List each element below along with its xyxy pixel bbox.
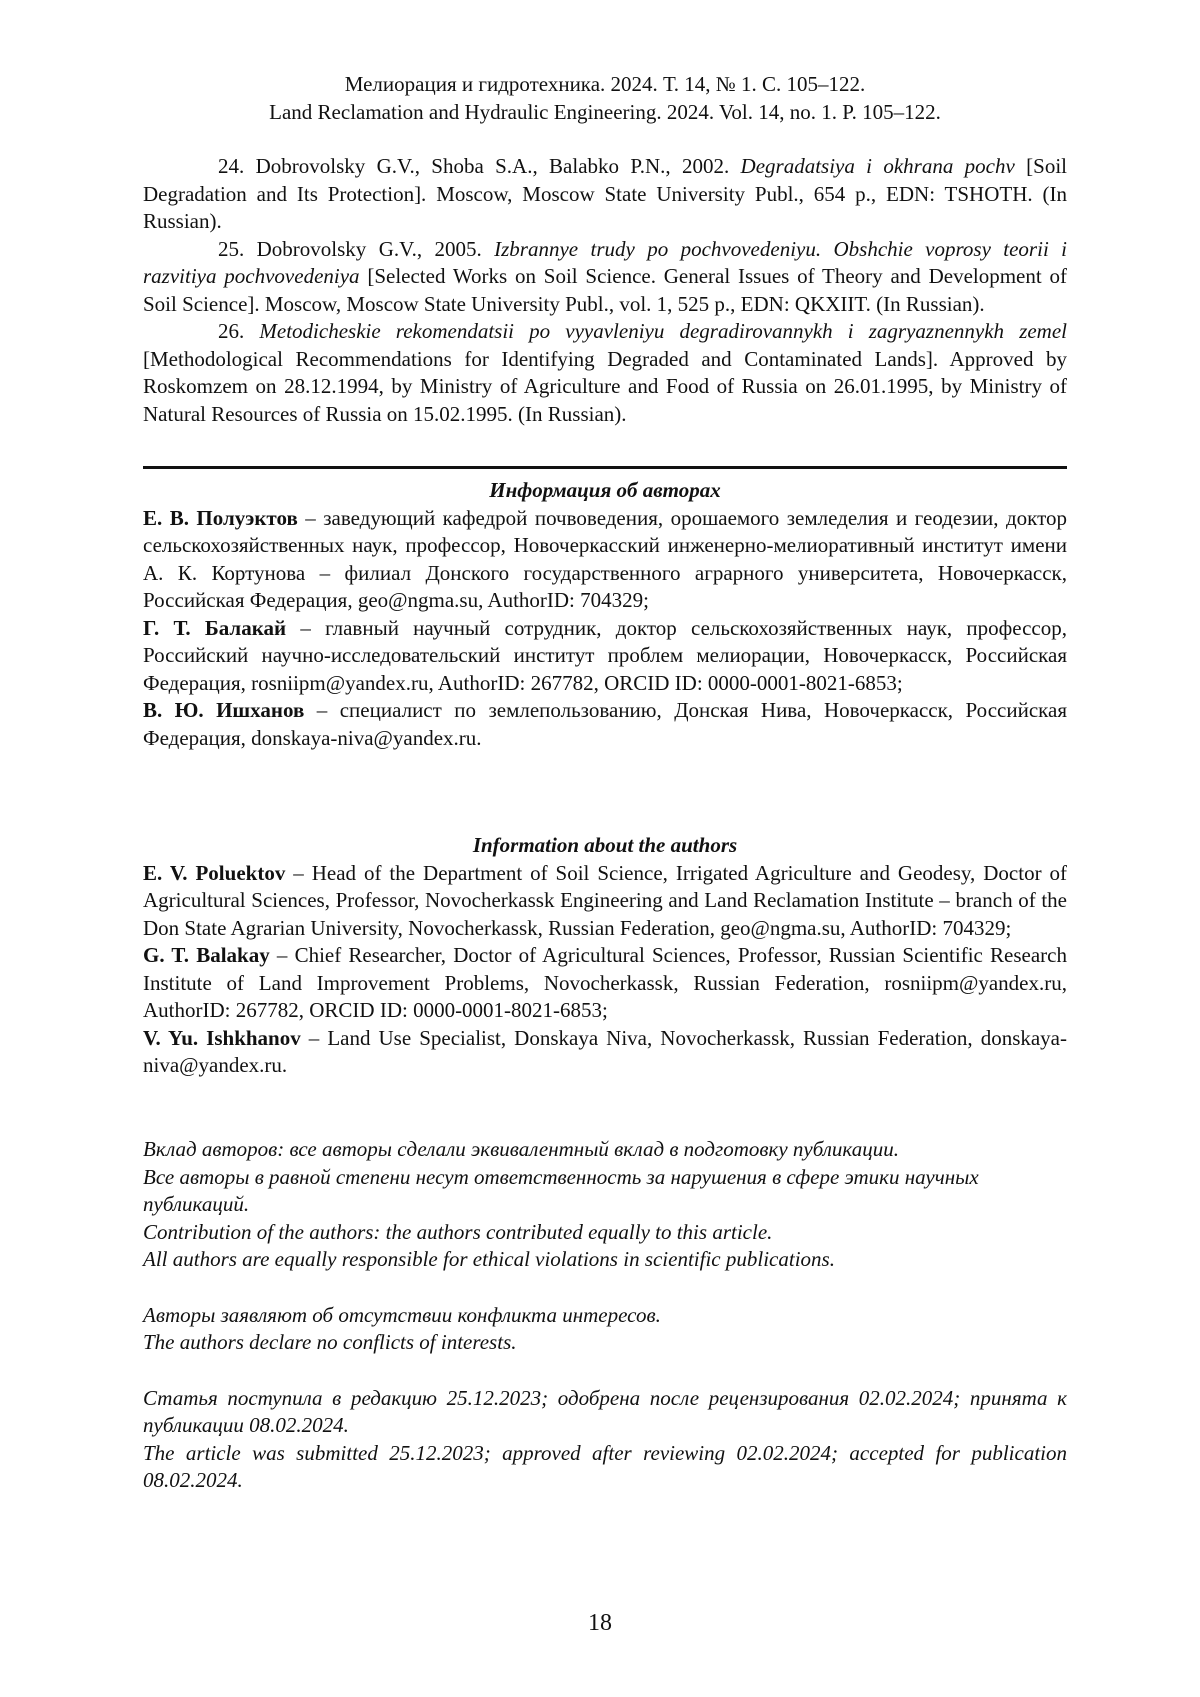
page-number: 18 (588, 1610, 612, 1636)
author-entry (143, 1025, 1067, 1080)
contribution-ru-line-2: Все авторы в равной степени несут ответственность за нарушения в сфере этики научных публикаций. (143, 1164, 979, 1216)
publication-notes (143, 1136, 1067, 1495)
author-name: V. Yu. Ishkhanov (143, 1025, 301, 1050)
spacer (143, 1357, 1067, 1385)
author-details: – главный научный сотрудник, доктор сельскохозяйственных наук, профессор, Российский научно-исследовательский институт проблем мелиорации, Новочеркасск, Российская Федерация, rosniipm@yandex.ru, AuthorID: 267782, ORCID ID: 0000-0001-8021-6853; (143, 615, 1067, 695)
author-info-en-title: Information about the authors (472, 833, 738, 857)
reference-title: Izbrannye trudy po pochvovedeniyu. Obshchie voprosy teorii i razvitiya pochvovedeniya (143, 236, 1068, 288)
reference-authors (244, 319, 259, 343)
reference-list (143, 153, 1067, 428)
author-entry (143, 505, 1067, 615)
dates-ru: Статья поступила в редакцию 25.12.2023; одобрена после рецензирования 02.02.2024; принята к публикации 08.02.2024. (143, 1385, 1067, 1437)
conflict-ru: Авторы заявляют об отсутствии конфликта интересов. (143, 1302, 661, 1327)
reference-number: 24. (218, 154, 245, 178)
reference-number: 25. (218, 236, 245, 261)
reference-title: Metodicheskie rekomendatsii po vyyavleniyu degradirovannykh i zagryaznennykh zemel (259, 319, 1068, 343)
header-line-en: Land Reclamation and Hydraulic Engineering. 2024. Vol. 14, no. 1. P. 105–122. (269, 100, 941, 124)
author-name: В. Ю. Ишханов (143, 698, 305, 722)
reference-details: [Methodological Recommendations for Identifying Degraded and Contaminated Lands]. Approved by Roskomzem on 28.12.1994, by Ministry of Agriculture and Food of Russia on 26.01.1995, by Ministry of Natural Resources of Russia on 15.02.1995. (In Russian). (143, 346, 1067, 426)
dates-en: The article was submitted 25.12.2023; approved after reviewing 02.02.2024; accepted for publication 08.02.2024. (143, 1440, 1067, 1492)
reference-details: [Soil Degradation and Its Protection]. Moscow, Moscow State University Publ., 654 p., EDN: TSHOTH. (In Russian). (143, 154, 1068, 233)
author-details: – заведующий кафедрой почвоведения, орошаемого земледелия и геодезии, доктор сельскохозяйственных наук, профессор, Новочеркасский инженерно-мелиоративный институт имени А. К. Кортунова – филиал Донского государственного аграрного университета, Новочеркасск, Российская Федерация, geo@ngma.su, AuthorID: 704329; (143, 505, 1067, 612)
running-header (140, 70, 1070, 126)
author-entry (143, 860, 1067, 943)
contribution-ru-line-1: Вклад авторов: все авторы сделали эквивалентный вклад в подготовку публикации. (143, 1137, 899, 1161)
reference-item (143, 318, 1067, 428)
reference-item (143, 153, 1067, 236)
contribution-en-line-2: All authors are equally responsible for ethical violations in scientific publications. (143, 1247, 835, 1271)
author-entry (143, 697, 1067, 752)
author-details: – специалист по землепользованию, Донская Нива, Новочеркасск, Российская Федерация, donskaya-niva@yandex.ru. (143, 698, 1068, 750)
author-name: E. V. Poluektov (143, 860, 286, 885)
author-entry (143, 942, 1067, 1025)
reference-number: 26. (218, 319, 245, 343)
conflict-en: The authors declare no conflicts of interests. (143, 1330, 517, 1354)
author-details: – Chief Researcher, Doctor of Agricultural Sciences, Professor, Russian Scientific Research Institute of Land Improvement Problems, Novocherkassk, Russian Federation, rosniipm@yandex.ru, AuthorID: 267782, ORCID ID: 0000-0001-8021-6853; (143, 943, 1067, 1022)
author-details: – Land Use Specialist, Donskaya Niva, Novocherkassk, Russian Federation, donskaya-niva@yandex.ru. (143, 1025, 1067, 1077)
author-entry (143, 615, 1067, 698)
header-line-ru: Мелиорация и гидротехника. 2024. Т. 14, № 1. С. 105–122. (344, 72, 866, 96)
author-info-en (143, 832, 1067, 1080)
spacer (143, 1274, 1067, 1302)
author-info-ru-title: Информация об авторах (489, 478, 721, 502)
reference-details: [Selected Works on Soil Science. General Issues of Theory and Development of Soil Science]. Moscow, Moscow State University Publ., vol. 1, 525 p., EDN: QKXIIT. (In Russian). (143, 264, 1067, 316)
author-details: – Head of the Department of Soil Science, Irrigated Agriculture and Geodesy, Doctor of Agricultural Sciences, Professor, Novocherkassk Engineering and Land Reclamation Institute – branch of the Don State Agrarian University, Novocherkassk, Russian Federation, geo@ngma.su, AuthorID: 704329; (143, 860, 1068, 940)
section-divider (143, 466, 1067, 469)
reference-authors: Dobrovolsky G.V., 2005. (244, 236, 495, 261)
author-name: G. T. Balakay (143, 943, 270, 967)
reference-authors: Dobrovolsky G.V., Shoba S.A., Balabko P.N., 2002. (244, 154, 741, 178)
reference-title: Degradatsiya i okhrana pochv (740, 154, 1015, 178)
contribution-en-line-1: Contribution of the authors: the authors contributed equally to this article. (143, 1219, 773, 1244)
reference-item (143, 236, 1067, 319)
author-name: Г. Т. Балакай (143, 615, 287, 640)
author-name: Е. В. Полуэктов (143, 505, 298, 530)
author-info-ru (143, 477, 1067, 752)
